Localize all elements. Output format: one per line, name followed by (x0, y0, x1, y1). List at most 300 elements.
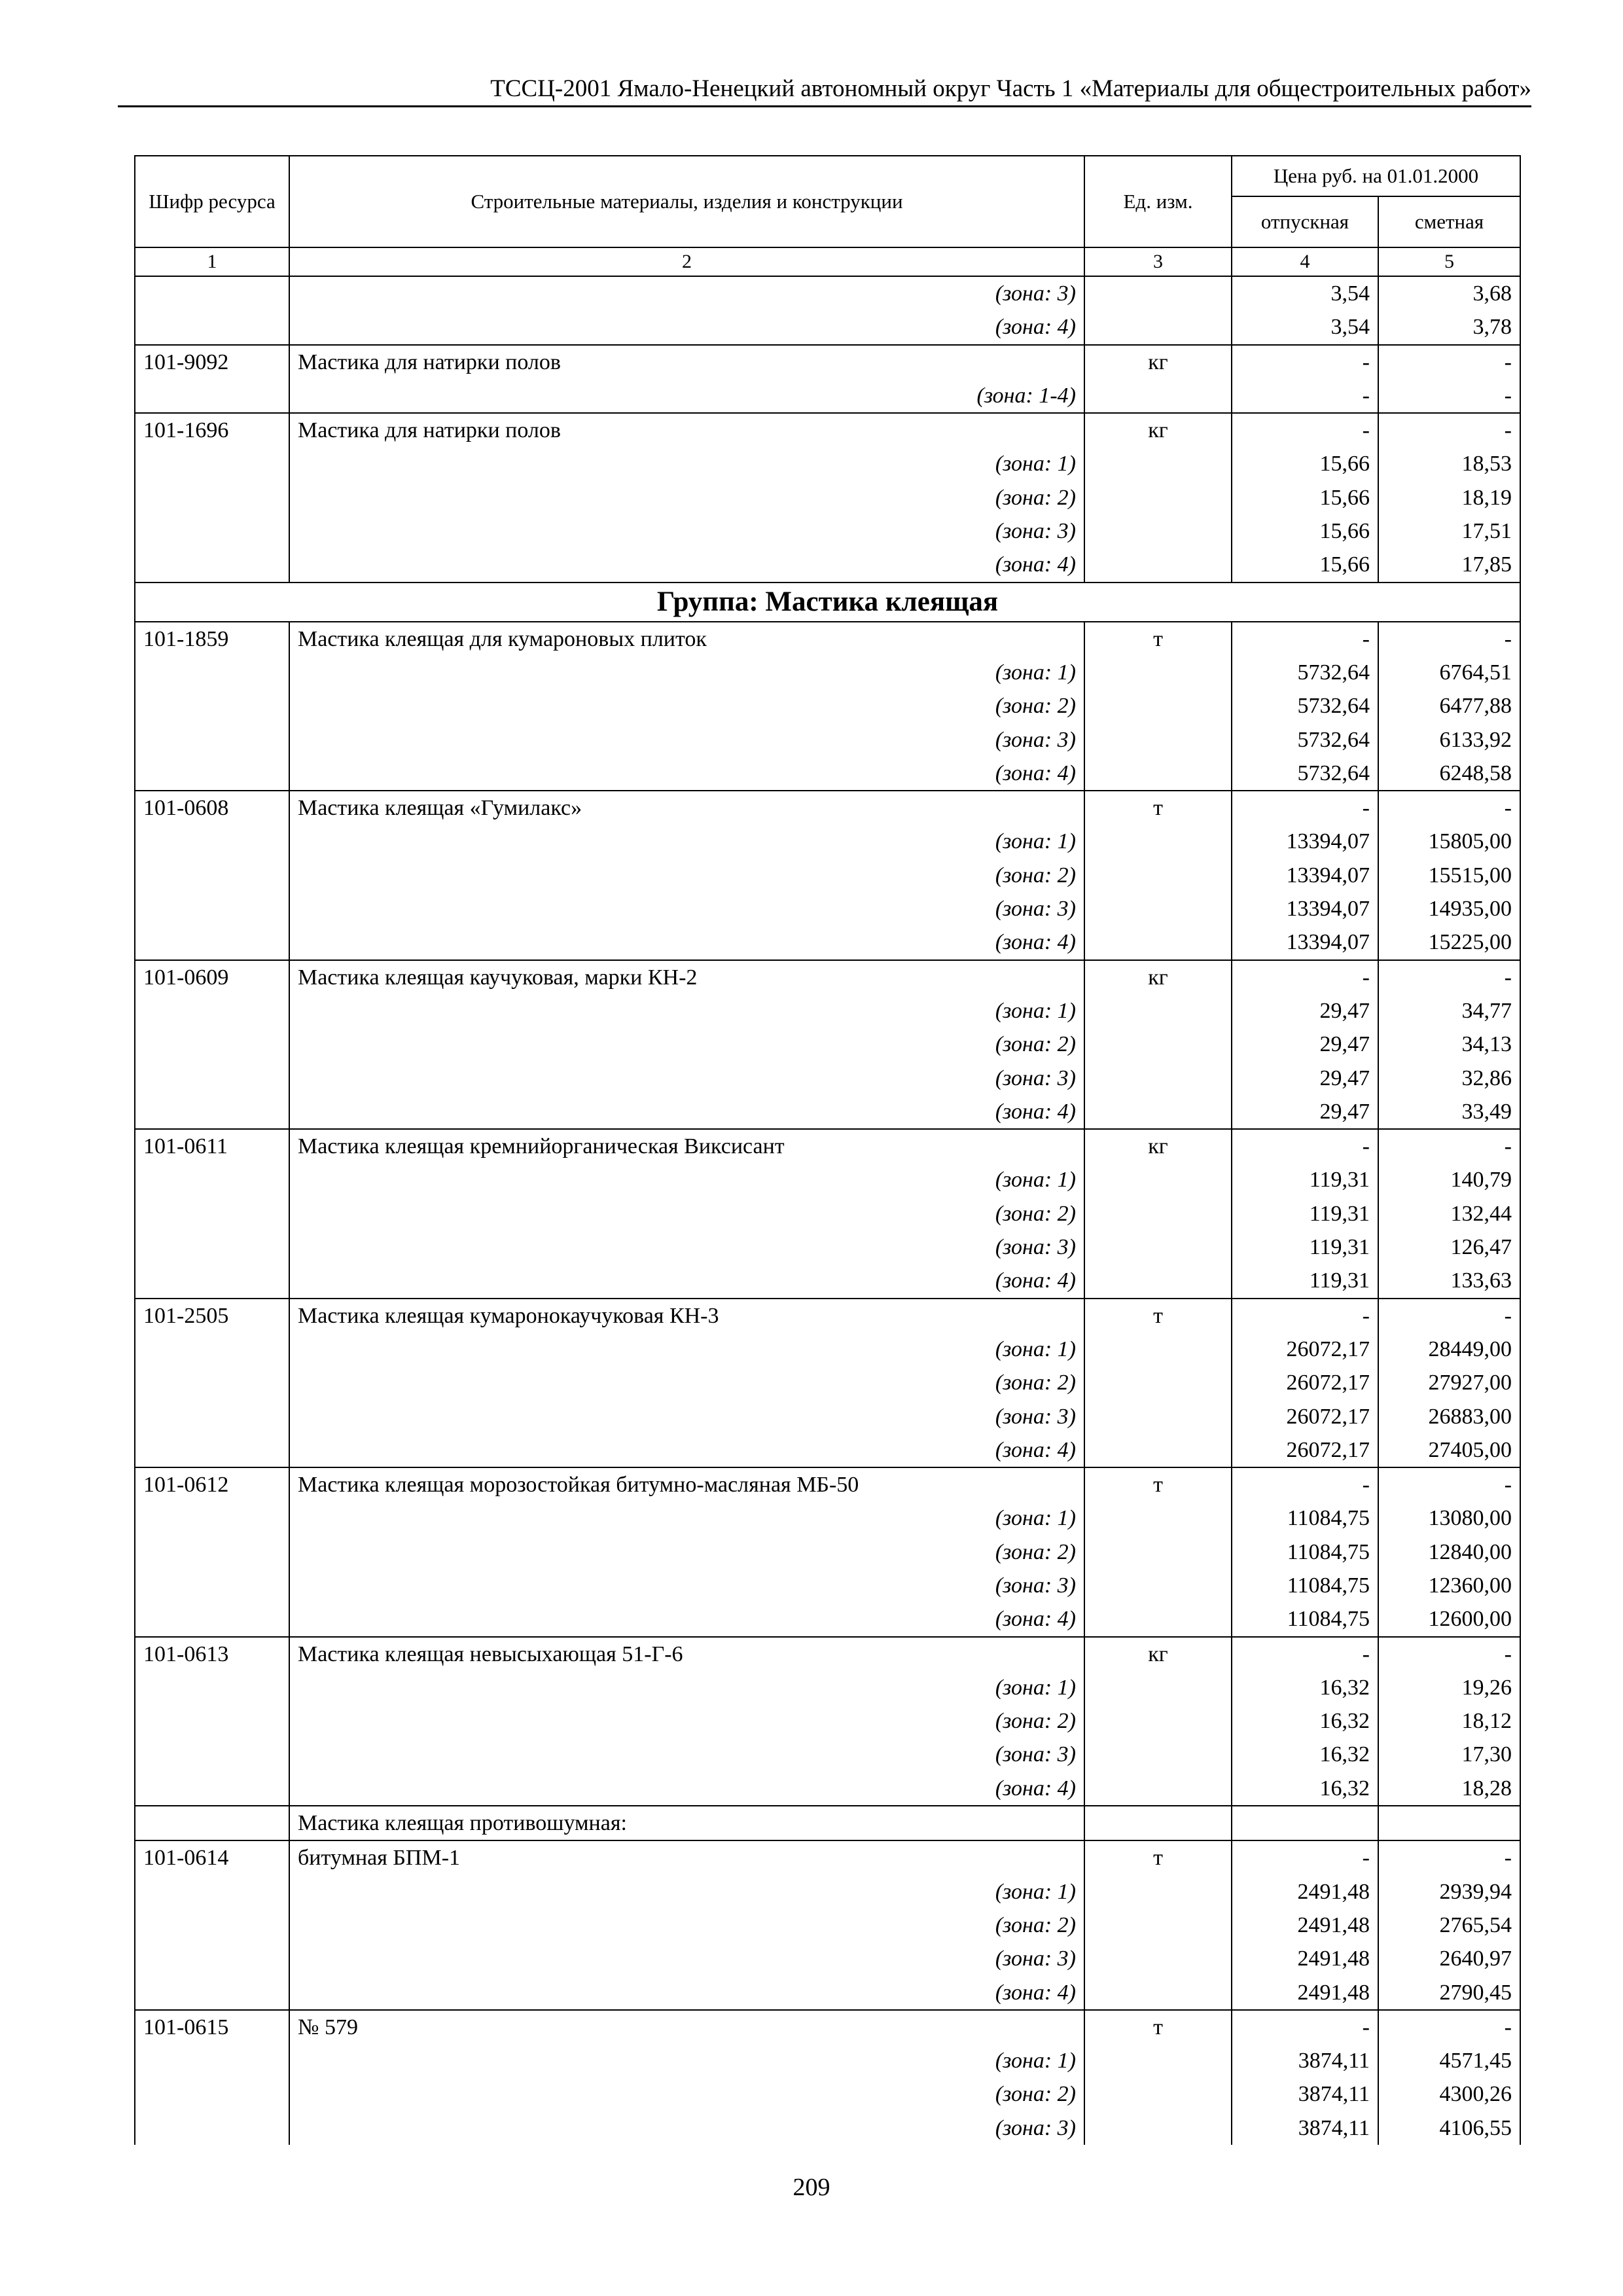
release-price: 119,31 (1232, 1230, 1378, 1264)
resource-code (135, 994, 289, 1028)
zone-label: (зона: 2) (289, 859, 1084, 892)
unit-cell (1084, 994, 1232, 1028)
estimate-price: 4571,45 (1378, 2044, 1520, 2077)
column-header-name: Строительные материалы, изделия и конструкции (289, 156, 1084, 247)
zone-row (135, 1333, 1520, 1366)
estimate-price: - (1378, 1637, 1520, 1671)
estimate-price: - (1378, 1299, 1520, 1333)
release-price: 26072,17 (1232, 1400, 1378, 1433)
release-price: 5732,64 (1232, 689, 1378, 723)
release-price: 119,31 (1232, 1197, 1378, 1230)
zone-label: (зона: 3) (289, 276, 1084, 310)
resource-code (135, 1028, 289, 1061)
zone-row (135, 310, 1520, 344)
material-name: Мастика для натирки полов (289, 345, 1084, 379)
resource-code: 101-0611 (135, 1129, 289, 1163)
resource-code (135, 1671, 289, 1704)
estimate-price: 18,19 (1378, 481, 1520, 514)
unit-cell (1084, 1433, 1232, 1467)
release-price: - (1232, 2010, 1378, 2044)
resource-code (135, 1400, 289, 1433)
resource-code (135, 1535, 289, 1569)
unit-cell (1084, 379, 1232, 413)
release-price: 2491,48 (1232, 1976, 1378, 2010)
estimate-price: 2939,94 (1378, 1875, 1520, 1909)
section-row (135, 1806, 1520, 1840)
zone-label: (зона: 3) (289, 723, 1084, 757)
zone-row (135, 656, 1520, 689)
resource-code (135, 689, 289, 723)
unit-cell (1084, 1772, 1232, 1806)
release-price: 13394,07 (1232, 925, 1378, 960)
zone-label: (зона: 1) (289, 1501, 1084, 1535)
zone-row (135, 1501, 1520, 1535)
zone-row (135, 1197, 1520, 1230)
zone-row (135, 1163, 1520, 1196)
column-number: 3 (1084, 247, 1232, 276)
estimate-price: 17,85 (1378, 548, 1520, 582)
estimate-price: 26883,00 (1378, 1400, 1520, 1433)
zone-row (135, 925, 1520, 960)
resource-code (135, 1704, 289, 1738)
release-price: 5732,64 (1232, 723, 1378, 757)
column-header-release-price: отпускная (1232, 196, 1378, 247)
material-name: Мастика для натирки полов (289, 413, 1084, 447)
release-price: - (1232, 960, 1378, 994)
zone-label: (зона: 3) (289, 1569, 1084, 1602)
resource-code (135, 276, 289, 310)
zone-row (135, 1535, 1520, 1569)
unit-cell (1084, 514, 1232, 548)
release-price: 11084,75 (1232, 1501, 1378, 1535)
zone-label: (зона: 3) (289, 2111, 1084, 2145)
zone-row (135, 514, 1520, 548)
resource-code (135, 548, 289, 582)
resource-code (135, 1909, 289, 1942)
item-row (135, 2010, 1520, 2044)
item-row (135, 345, 1520, 379)
zone-row (135, 1772, 1520, 1806)
unit-cell (1084, 656, 1232, 689)
unit-cell: кг (1084, 345, 1232, 379)
item-row (135, 1299, 1520, 1333)
estimate-price: - (1378, 960, 1520, 994)
zone-label: (зона: 4) (289, 757, 1084, 791)
zone-row (135, 1062, 1520, 1095)
release-price: 5732,64 (1232, 656, 1378, 689)
unit-cell (1084, 689, 1232, 723)
resource-code (135, 1366, 289, 1399)
resource-code (135, 2111, 289, 2145)
zone-row (135, 1433, 1520, 1467)
zone-label: (зона: 4) (289, 310, 1084, 344)
estimate-price: 2640,97 (1378, 1942, 1520, 1975)
estimate-price: 33,49 (1378, 1095, 1520, 1129)
unit-cell: т (1084, 1299, 1232, 1333)
zone-label: (зона: 2) (289, 1909, 1084, 1942)
release-price (1232, 1806, 1378, 1840)
resource-code (135, 1062, 289, 1095)
item-row (135, 1129, 1520, 1163)
release-price: 3874,11 (1232, 2077, 1378, 2111)
release-price: 11084,75 (1232, 1535, 1378, 1569)
estimate-price: 6248,58 (1378, 757, 1520, 791)
zone-row (135, 1909, 1520, 1942)
estimate-price: - (1378, 379, 1520, 413)
estimate-price: 15515,00 (1378, 859, 1520, 892)
unit-cell (1084, 892, 1232, 925)
release-price: 3874,11 (1232, 2111, 1378, 2145)
material-name: № 579 (289, 2010, 1084, 2044)
resource-code (135, 1976, 289, 2010)
resource-code (135, 1875, 289, 1909)
estimate-price: - (1378, 345, 1520, 379)
unit-cell (1084, 723, 1232, 757)
estimate-price: 140,79 (1378, 1163, 1520, 1196)
release-price: 29,47 (1232, 1028, 1378, 1061)
release-price: 15,66 (1232, 514, 1378, 548)
zone-row (135, 548, 1520, 582)
release-price: 16,32 (1232, 1704, 1378, 1738)
estimate-price: - (1378, 1840, 1520, 1874)
unit-cell (1084, 481, 1232, 514)
unit-cell (1084, 859, 1232, 892)
unit-cell (1084, 1366, 1232, 1399)
unit-cell: кг (1084, 1637, 1232, 1671)
zone-row (135, 1738, 1520, 1771)
zone-label: (зона: 1) (289, 994, 1084, 1028)
release-price: 15,66 (1232, 447, 1378, 480)
estimate-price (1378, 1806, 1520, 1840)
zone-label: (зона: 3) (289, 514, 1084, 548)
resource-code (135, 1501, 289, 1535)
unit-cell (1084, 1264, 1232, 1298)
release-price: 2491,48 (1232, 1875, 1378, 1909)
estimate-price: 3,68 (1378, 276, 1520, 310)
resource-code (135, 1569, 289, 1602)
zone-label: (зона: 2) (289, 1704, 1084, 1738)
estimate-price: 17,30 (1378, 1738, 1520, 1771)
unit-cell (1084, 1400, 1232, 1433)
column-number: 2 (289, 247, 1084, 276)
material-name: Мастика клеящая каучуковая, марки КН-2 (289, 960, 1084, 994)
resource-code (135, 1433, 289, 1467)
resource-code: 101-0608 (135, 791, 289, 825)
resource-code: 101-0613 (135, 1637, 289, 1671)
resource-code (135, 1197, 289, 1230)
release-price: 15,66 (1232, 548, 1378, 582)
estimate-price: 2790,45 (1378, 1976, 1520, 2010)
zone-label: (зона: 4) (289, 1095, 1084, 1129)
item-row (135, 622, 1520, 656)
unit-cell: т (1084, 1840, 1232, 1874)
zone-row (135, 1671, 1520, 1704)
zone-row (135, 1095, 1520, 1129)
release-price: 26072,17 (1232, 1433, 1378, 1467)
unit-cell (1084, 757, 1232, 791)
unit-cell (1084, 1671, 1232, 1704)
resource-code (135, 1163, 289, 1196)
zone-label: (зона: 2) (289, 1028, 1084, 1061)
zone-row (135, 276, 1520, 310)
zone-label: (зона: 1) (289, 1163, 1084, 1196)
release-price: - (1232, 1129, 1378, 1163)
zone-row (135, 2044, 1520, 2077)
release-price: 2491,48 (1232, 1942, 1378, 1975)
resource-code: 101-0609 (135, 960, 289, 994)
resource-code: 101-0612 (135, 1467, 289, 1501)
release-price: - (1232, 1840, 1378, 1874)
item-row (135, 1467, 1520, 1501)
zone-label: (зона: 3) (289, 1230, 1084, 1264)
zone-row (135, 757, 1520, 791)
unit-cell (1084, 1501, 1232, 1535)
resource-code: 101-0614 (135, 1840, 289, 1874)
estimate-price: 27927,00 (1378, 1366, 1520, 1399)
estimate-price: - (1378, 2010, 1520, 2044)
resource-code (135, 757, 289, 791)
zone-label: (зона: 4) (289, 548, 1084, 582)
estimate-price: 2765,54 (1378, 1909, 1520, 1942)
unit-cell (1084, 2077, 1232, 2111)
unit-cell (1084, 925, 1232, 960)
column-header-estimate-price: сметная (1378, 196, 1520, 247)
material-name: Мастика клеящая невысыхающая 51-Г-6 (289, 1637, 1084, 1671)
resource-code (135, 825, 289, 858)
estimate-price: 18,28 (1378, 1772, 1520, 1806)
estimate-price: 133,63 (1378, 1264, 1520, 1298)
resource-code (135, 1806, 289, 1840)
zone-row (135, 2077, 1520, 2111)
item-row (135, 413, 1520, 447)
release-price: 26072,17 (1232, 1366, 1378, 1399)
unit-cell (1084, 1333, 1232, 1366)
release-price: - (1232, 1637, 1378, 1671)
release-price: - (1232, 345, 1378, 379)
unit-cell (1084, 1163, 1232, 1196)
estimate-price: 12360,00 (1378, 1569, 1520, 1602)
unit-cell: кг (1084, 1129, 1232, 1163)
zone-label: (зона: 2) (289, 2077, 1084, 2111)
resource-code (135, 1738, 289, 1771)
column-header-price-group: Цена руб. на 01.01.2000 (1232, 156, 1520, 196)
release-price: 3,54 (1232, 276, 1378, 310)
release-price: 29,47 (1232, 1062, 1378, 1095)
resource-code: 101-1696 (135, 413, 289, 447)
zone-label: (зона: 3) (289, 1062, 1084, 1095)
unit-cell (1084, 1942, 1232, 1975)
release-price: - (1232, 791, 1378, 825)
unit-cell (1084, 548, 1232, 582)
zone-row (135, 1028, 1520, 1061)
unit-cell (1084, 1535, 1232, 1569)
zone-label: (зона: 3) (289, 1400, 1084, 1433)
resource-code (135, 514, 289, 548)
unit-cell (1084, 447, 1232, 480)
zone-row (135, 1875, 1520, 1909)
material-name: Мастика клеящая для кумароновых плиток (289, 622, 1084, 656)
estimate-price: 3,78 (1378, 310, 1520, 344)
resource-code (135, 1264, 289, 1298)
unit-cell (1084, 1602, 1232, 1636)
unit-cell: т (1084, 791, 1232, 825)
release-price: 26072,17 (1232, 1333, 1378, 1366)
item-row (135, 1840, 1520, 1874)
zone-label: (зона: 2) (289, 1197, 1084, 1230)
column-header-code: Шифр ресурса (135, 156, 289, 247)
zone-label: (зона: 4) (289, 925, 1084, 960)
estimate-price: 34,13 (1378, 1028, 1520, 1061)
zone-row (135, 994, 1520, 1028)
release-price: 119,31 (1232, 1163, 1378, 1196)
zone-row (135, 1704, 1520, 1738)
zone-label: (зона: 1) (289, 2044, 1084, 2077)
unit-cell (1084, 1197, 1232, 1230)
zone-label: (зона: 2) (289, 1535, 1084, 1569)
unit-cell: т (1084, 622, 1232, 656)
resource-code: 101-9092 (135, 345, 289, 379)
zone-label: (зона: 1-4) (289, 379, 1084, 413)
release-price: 11084,75 (1232, 1569, 1378, 1602)
estimate-price: 13080,00 (1378, 1501, 1520, 1535)
zone-row (135, 1976, 1520, 2010)
estimate-price: 126,47 (1378, 1230, 1520, 1264)
zone-row (135, 825, 1520, 858)
material-name: Мастика клеящая кремнийорганическая Виксисант (289, 1129, 1084, 1163)
release-price: - (1232, 1299, 1378, 1333)
release-price: 16,32 (1232, 1738, 1378, 1771)
zone-row (135, 1230, 1520, 1264)
estimate-price: 4300,26 (1378, 2077, 1520, 2111)
zone-row (135, 859, 1520, 892)
resource-code (135, 1095, 289, 1129)
release-price: 3,54 (1232, 310, 1378, 344)
zone-row (135, 379, 1520, 413)
estimate-price: 19,26 (1378, 1671, 1520, 1704)
material-name: Мастика клеящая кумаронокаучуковая КН-3 (289, 1299, 1084, 1333)
resource-code (135, 379, 289, 413)
resource-code (135, 723, 289, 757)
unit-cell: т (1084, 2010, 1232, 2044)
material-name: битумная БПМ-1 (289, 1840, 1084, 1874)
unit-cell (1084, 1569, 1232, 1602)
resource-code (135, 447, 289, 480)
estimate-price: 18,53 (1378, 447, 1520, 480)
header-rule (118, 105, 1531, 107)
zone-label: (зона: 1) (289, 656, 1084, 689)
estimate-price: 12840,00 (1378, 1535, 1520, 1569)
release-price: 29,47 (1232, 1095, 1378, 1129)
zone-row (135, 1264, 1520, 1298)
column-number: 4 (1232, 247, 1378, 276)
resource-code (135, 1230, 289, 1264)
unit-cell (1084, 1976, 1232, 2010)
release-price: - (1232, 413, 1378, 447)
release-price: 2491,48 (1232, 1909, 1378, 1942)
unit-cell (1084, 310, 1232, 344)
unit-cell: кг (1084, 960, 1232, 994)
material-name: Мастика клеящая «Гумилакс» (289, 791, 1084, 825)
unit-cell (1084, 2111, 1232, 2145)
zone-row (135, 723, 1520, 757)
zone-label: (зона: 3) (289, 1942, 1084, 1975)
zone-label: (зона: 4) (289, 1264, 1084, 1298)
release-price: 13394,07 (1232, 859, 1378, 892)
release-price: 29,47 (1232, 994, 1378, 1028)
release-price: 16,32 (1232, 1772, 1378, 1806)
resource-code (135, 310, 289, 344)
resource-code (135, 1942, 289, 1975)
zone-label: (зона: 2) (289, 1366, 1084, 1399)
estimate-price: 14935,00 (1378, 892, 1520, 925)
estimate-price: 132,44 (1378, 1197, 1520, 1230)
zone-label: (зона: 1) (289, 825, 1084, 858)
zone-row (135, 892, 1520, 925)
estimate-price: 4106,55 (1378, 2111, 1520, 2145)
unit-cell (1084, 1062, 1232, 1095)
column-header-unit: Ед. изм. (1084, 156, 1232, 247)
zone-label: (зона: 4) (289, 1602, 1084, 1636)
release-price: 3874,11 (1232, 2044, 1378, 2077)
zone-row (135, 447, 1520, 480)
resource-code (135, 656, 289, 689)
estimate-price: 15805,00 (1378, 825, 1520, 858)
item-row (135, 791, 1520, 825)
unit-cell (1084, 1095, 1232, 1129)
zone-label: (зона: 1) (289, 1333, 1084, 1366)
unit-cell: т (1084, 1467, 1232, 1501)
zone-row (135, 1602, 1520, 1636)
estimate-price: 34,77 (1378, 994, 1520, 1028)
release-price: 16,32 (1232, 1671, 1378, 1704)
zone-label: (зона: 2) (289, 481, 1084, 514)
resource-code (135, 1333, 289, 1366)
zone-label: (зона: 1) (289, 1875, 1084, 1909)
release-price: - (1232, 1467, 1378, 1501)
item-row (135, 1637, 1520, 1671)
estimate-price: 6133,92 (1378, 723, 1520, 757)
unit-cell (1084, 1704, 1232, 1738)
zone-row (135, 2111, 1520, 2145)
resource-code: 101-2505 (135, 1299, 289, 1333)
zone-row (135, 1569, 1520, 1602)
release-price: - (1232, 622, 1378, 656)
unit-cell (1084, 1806, 1232, 1840)
estimate-price: 6764,51 (1378, 656, 1520, 689)
unit-cell (1084, 1909, 1232, 1942)
resource-code (135, 1602, 289, 1636)
estimate-price: 28449,00 (1378, 1333, 1520, 1366)
resource-code: 101-0615 (135, 2010, 289, 2044)
resource-code (135, 892, 289, 925)
estimate-price: - (1378, 791, 1520, 825)
release-price: 15,66 (1232, 481, 1378, 514)
estimate-price: 17,51 (1378, 514, 1520, 548)
material-name: Мастика клеящая противошумная: (289, 1806, 1084, 1840)
estimate-price: 15225,00 (1378, 925, 1520, 960)
release-price: 13394,07 (1232, 892, 1378, 925)
column-number: 1 (135, 247, 289, 276)
table-header (135, 156, 1520, 276)
resource-code (135, 859, 289, 892)
group-title: Группа: Мастика клеящая (135, 583, 1520, 622)
item-row (135, 960, 1520, 994)
unit-cell (1084, 1230, 1232, 1264)
release-price: 5732,64 (1232, 757, 1378, 791)
resource-code (135, 2077, 289, 2111)
resource-code (135, 1772, 289, 1806)
estimate-price: - (1378, 413, 1520, 447)
